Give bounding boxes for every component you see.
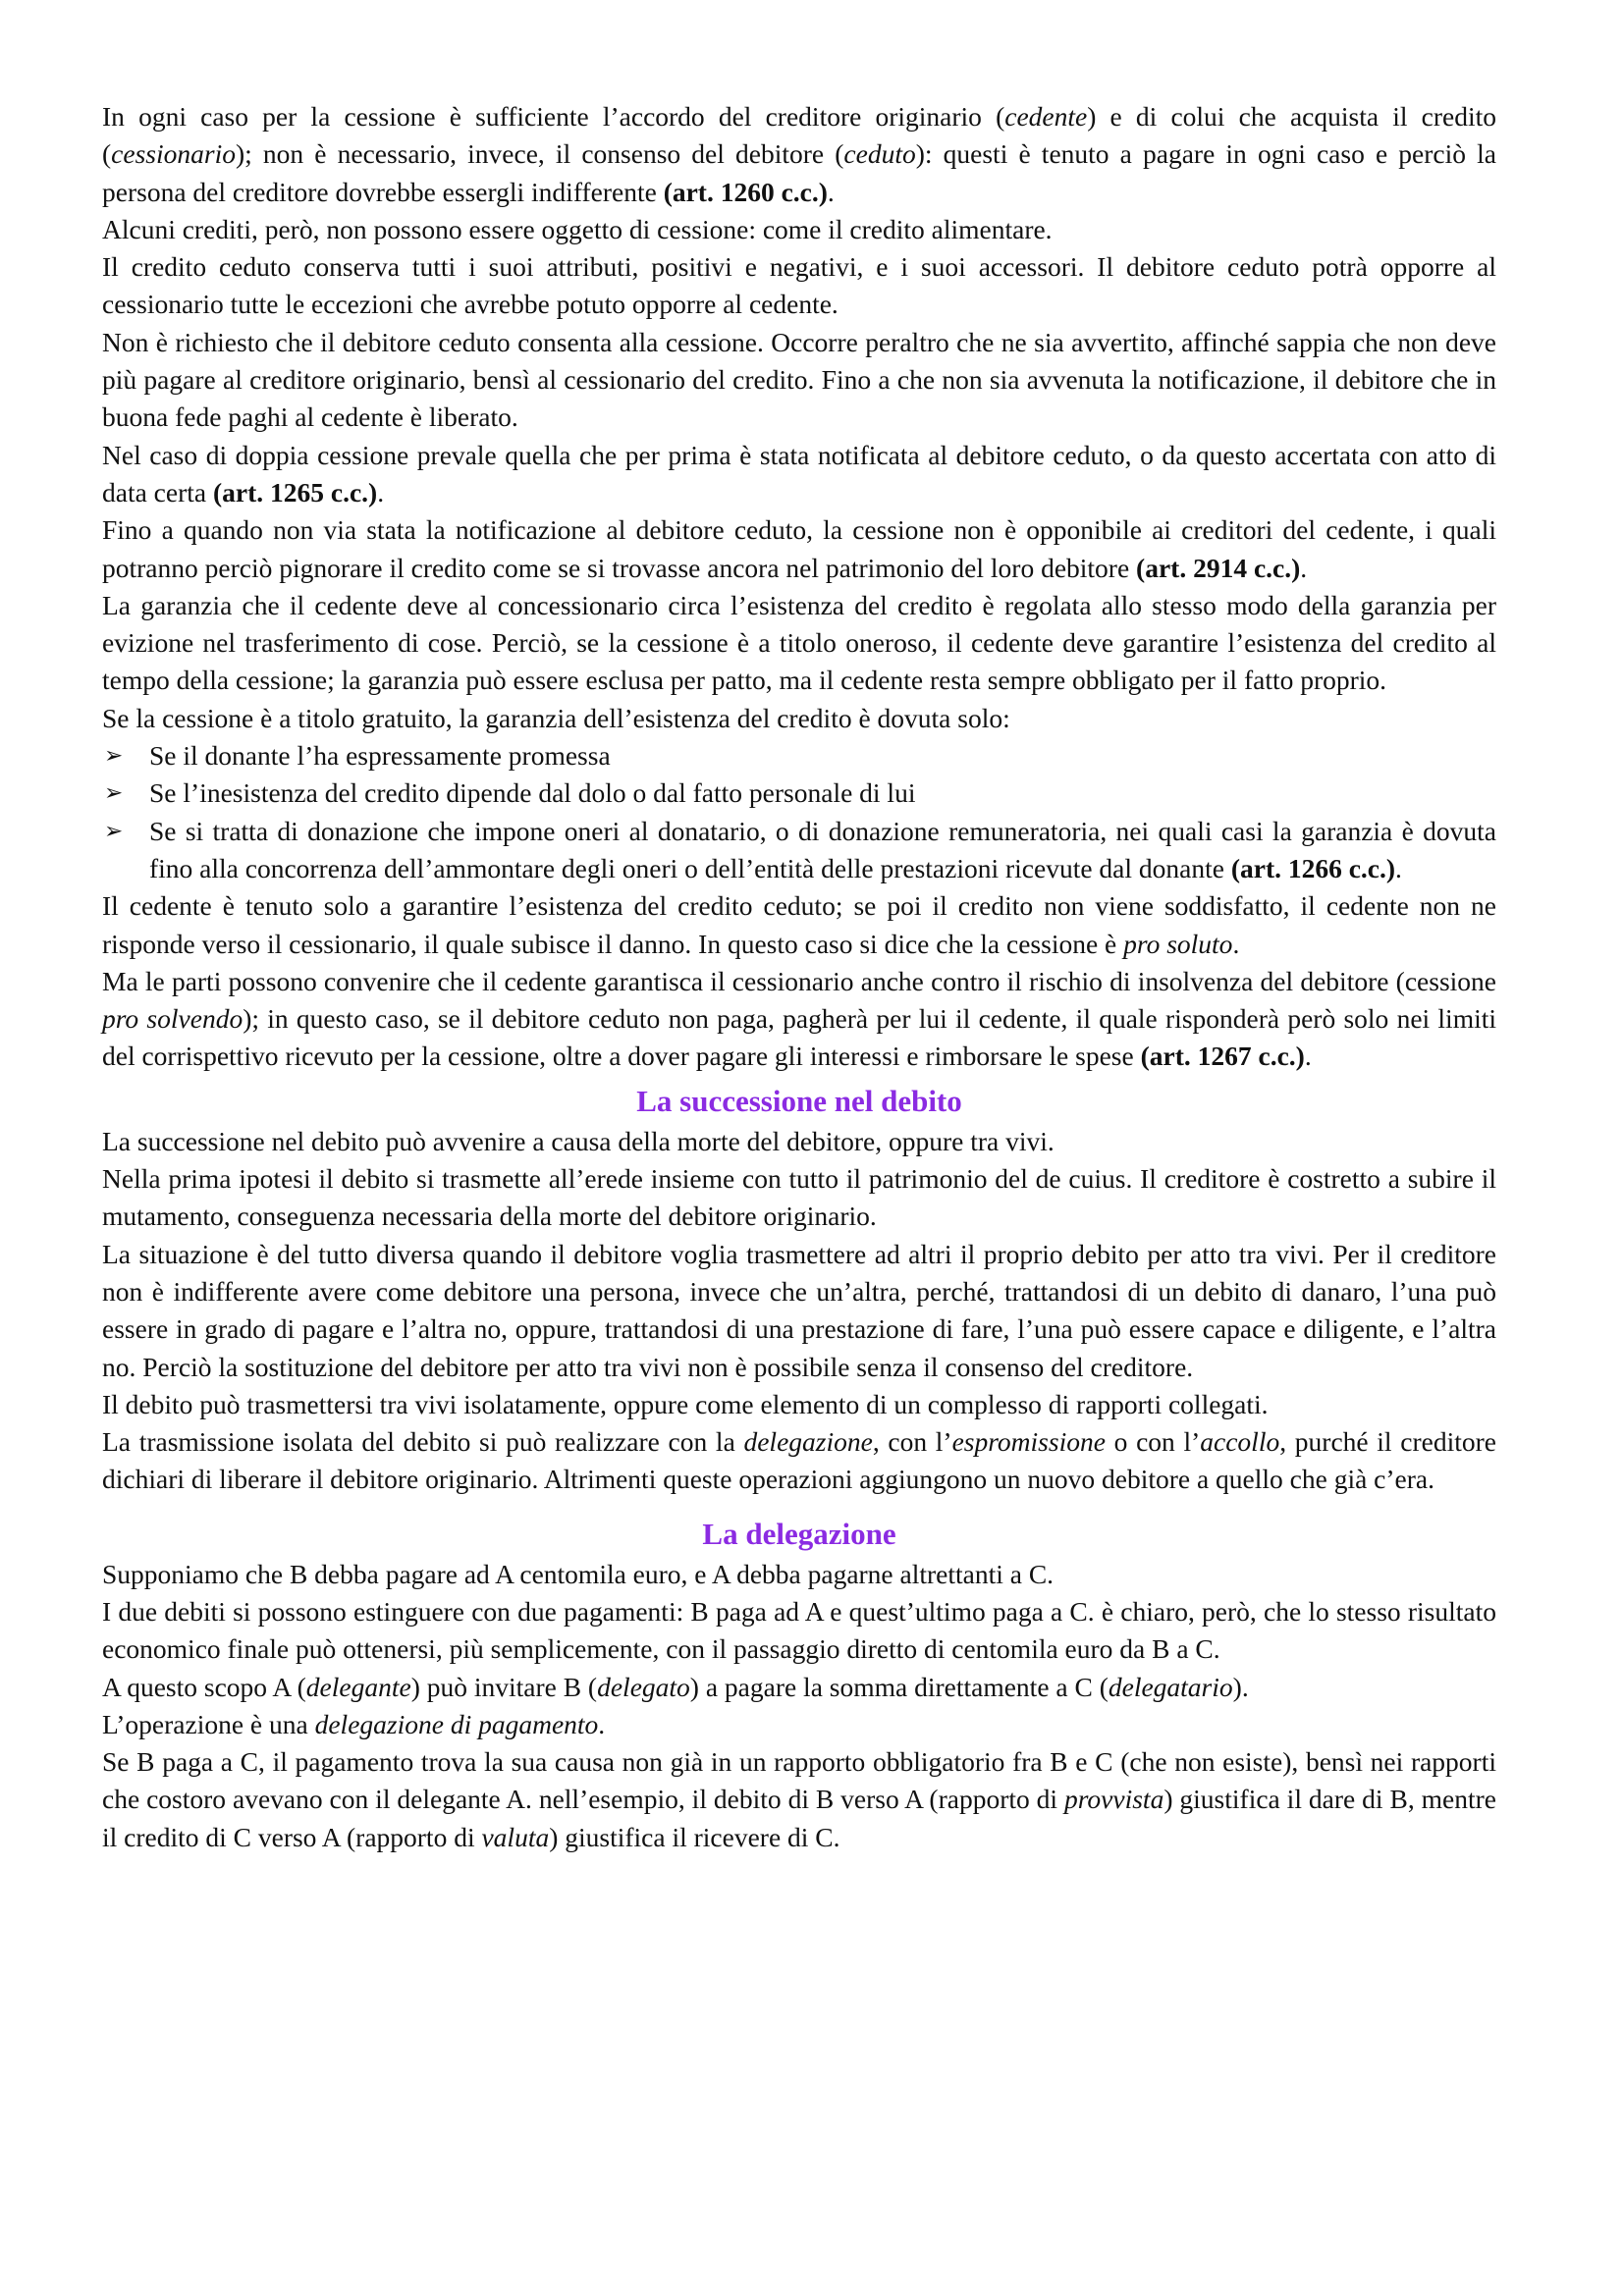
paragraph-crediti-non-cedibili: Alcuni crediti, però, non possono essere oggetto di cessione: come il credito alimentare. (102, 213, 1053, 244)
term-cedente: cedente (1004, 101, 1088, 132)
term-pro-soluto: pro soluto (1123, 928, 1233, 959)
paragraph-delegazione-causa: Se B paga a C, il pagamento trova la sua causa non già in un rapporto obbligatorio fra B e C (che non esiste), bensì nei rapporti che costoro avevano con il delegante A. nell’esempio, il debito di B verso A (rapporto di provvista) giustifica il dare di B, mentre il credito di C verso A (rapporto di valuta) giustifica il ricevere di C. (102, 1746, 1496, 1852)
paragraph-trasmissione-isolata: La trasmissione isolata del debito si può realizzare con la delegazione, con l’espromissione o con l’accollo, purché il creditore dichiari di liberare il debitore originario. Altrimenti queste operazioni aggiungono un nuovo debitore a quello che già c’era. (102, 1426, 1496, 1495)
paragraph-delegazione-pagamenti: I due debiti si possono estinguere con due pagamenti: B paga ad A e quest’ultimo paga a C. è chiaro, però, che lo stesso risultato economico finale può ottenersi, più semplicemente, con il passaggio diretto di centomila euro da B a C. (102, 1595, 1496, 1665)
article-reference: (art. 1260 c.c.) (663, 176, 828, 207)
term-delegatario: delegatario (1108, 1671, 1233, 1702)
paragraph-successione-erede: Nella prima ipotesi il debito si trasmette all’erede insieme con tutto il patrimonio del de cuius. Il creditore è costretto a subire il mutamento, conseguenza necessaria della morte del debitore originario. (102, 1163, 1496, 1232)
paragraph-trasmissione-modi: Il debito può trasmettersi tra vivi isolatamente, oppure come elemento di un complesso di rapporti collegati. (102, 1388, 1269, 1419)
paragraph-pro-solvendo: Ma le parti possono convenire che il cedente garantisca il cessionario anche contro il rischio di insolvenza del debitore (cessione pro solvendo); in questo caso, se il debitore ceduto non paga, pagherà per lui il cedente, il quale risponderà però solo nei limiti del corrispettivo ricevuto per la cessione, oltre a dover pagare gli interessi e rimborsare le spese (art. 1267 c.c.). (102, 965, 1497, 1072)
paragraph-delegazione-pagamento: L’operazione è una delegazione di pagamento. (102, 1708, 606, 1739)
term-espromissione: espromissione (951, 1426, 1106, 1458)
arrowhead-bullet-icon: ➢ (104, 743, 124, 770)
list-item: ➢ Se il donante l’ha espressamente promessa (102, 737, 1496, 774)
article-reference: (art. 1266 c.c.) (1230, 852, 1396, 883)
term-delegazione-di-pagamento: delegazione di pagamento (314, 1708, 599, 1739)
list-item: ➢ Se si tratta di donazione che impone oneri al donatario, o di donazione remuneratoria, nei quali casi la garanzia è dovuta fino alla concorrenza dell’ammontare degli oneri o dell’entità delle prestazioni ricevute dal donante (art. 1266 c.c.). (102, 813, 1496, 888)
paragraph-opponibilita: Fino a quando non via stata la notificazione al debitore ceduto, la cessione non è opponibile ai creditori del cedente, i quali potranno perciò pignorare il credito come se si trovasse ancora nel patrimonio del loro debitore (art. 2914 c.c.). (102, 514, 1496, 583)
term-ceduto: ceduto (843, 138, 916, 170)
article-reference: (art. 1267 c.c.) (1140, 1041, 1305, 1072)
term-delegato: delegato (597, 1671, 690, 1702)
paragraph-pro-soluto: Il cedente è tenuto solo a garantire l’esistenza del credito ceduto; se poi il credito non viene soddisfatto, il cedente non ne risponde verso il cessionario, il quale subisce il danno. In questo caso si dice che la cessione è pro soluto. (102, 890, 1496, 959)
arrowhead-bullet-icon: ➢ (104, 818, 124, 844)
section-heading-delegazione: La delegazione (702, 1516, 896, 1551)
term-delegante: delegante (305, 1671, 411, 1702)
paragraph-cessione-accordo: In ogni caso per la cessione è sufficiente l’accordo del creditore originario (cedente) e di colui che acquista il credito (cessionario); non è necessario, invece, il consenso del debitore (ceduto): questi è tenuto a pagare in ogni caso e perciò la persona del creditore dovrebbe essergli indifferente (art. 1260 c.c.). (102, 101, 1496, 207)
paragraph-delegazione-parti: A questo scopo A (delegante) può invitare B (delegato) a pagare la somma direttamente a C (delegatario). (102, 1671, 1249, 1702)
bullet-list (102, 737, 1496, 887)
paragraph-credito-ceduto: Il credito ceduto conserva tutti i suoi attributi, positivi e negativi, e i suoi accessori. Il debitore ceduto potrà opporre al cessionario tutte le eccezioni che avrebbe potuto opporre al cedente. (102, 251, 1496, 320)
term-valuta: valuta (481, 1821, 550, 1852)
paragraph-garanzia-onerosa: La garanzia che il cedente deve al concessionario circa l’esistenza del credito è regolata allo stesso modo della garanzia per evizione nel trasferimento di cose. Perciò, se la cessione è a titolo oneroso, il cedente deve garantire l’esistenza del credito al tempo della cessione; la garanzia può essere esclusa per patto, ma il cedente resta sempre obbligato per il fatto proprio. (102, 589, 1496, 696)
document-page (102, 98, 1496, 1856)
article-reference: (art. 2914 c.c.) (1136, 552, 1301, 583)
paragraph-garanzia-gratuita: Se la cessione è a titolo gratuito, la garanzia dell’esistenza del credito è dovuta solo: (102, 702, 1010, 733)
paragraph-notificazione: Non è richiesto che il debitore ceduto consenta alla cessione. Occorre peraltro che ne sia avvertito, affinché sappia che non deve più pagare al creditore originario, bensì al cessionario del credito. Fino a che non sia avvenuta la notificazione, il debitore che in buona fede paghi al cedente è liberato. (102, 326, 1496, 433)
term-accollo: accollo (1200, 1426, 1280, 1458)
term-delegazione: delegazione (743, 1426, 873, 1458)
arrowhead-bullet-icon: ➢ (104, 780, 124, 807)
article-reference: (art. 1265 c.c.) (212, 476, 378, 507)
list-item: ➢ Se l’inesistenza del credito dipende dal dolo o dal fatto personale di lui (102, 774, 1496, 812)
paragraph-doppia-cessione: Nel caso di doppia cessione prevale quella che per prima è stata notificata al debitore ceduto, o da questo accertata con atto di data certa (art. 1265 c.c.). (102, 439, 1496, 507)
term-cessionario: cessionario (111, 138, 236, 170)
term-pro-solvendo: pro solvendo (102, 1003, 243, 1035)
paragraph-successione-tra-vivi: La situazione è del tutto diversa quando il debitore voglia trasmettere ad altri il proprio debito per atto tra vivi. Per il creditore non è indifferente avere come debitore una persona, invece che un’altra, perché, trattandosi di un debito di danaro, l’una può essere in grado di pagare e l’altra no, oppure, trattandosi di una prestazione di fare, l’una può essere capace e diligente, e l’altra no. Perciò la sostituzione del debitore per atto tra vivi non è possibile senza il consenso del creditore. (102, 1238, 1496, 1382)
section-heading-successione-debito: La successione nel debito (636, 1083, 962, 1118)
term-provvista: provvista (1064, 1784, 1164, 1815)
paragraph-delegazione-esempio: Supponiamo che B debba pagare ad A centomila euro, e A debba pagarne altrettanti a C. (102, 1558, 1055, 1589)
paragraph-successione-intro: La successione nel debito può avvenire a causa della morte del debitore, oppure tra vivi. (102, 1125, 1055, 1156)
